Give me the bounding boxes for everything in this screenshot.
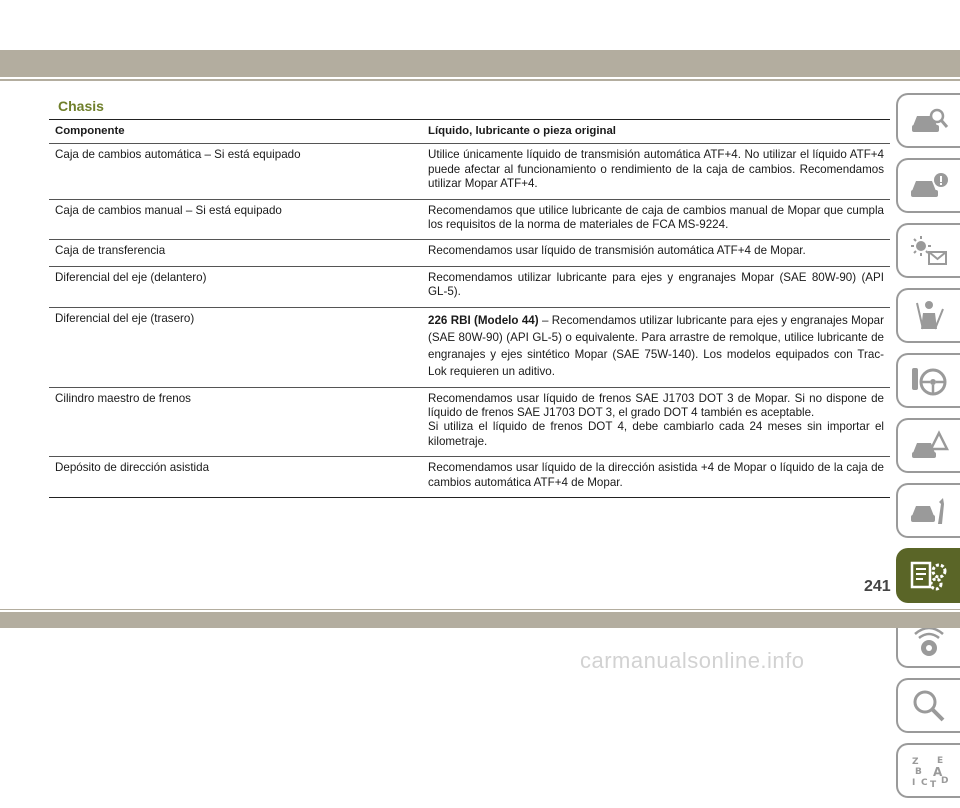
table-row	[49, 199, 890, 240]
component-cell: Cilindro maestro de frenos	[49, 387, 422, 457]
warning-lights-icon	[909, 234, 949, 268]
table-row	[49, 266, 890, 307]
column-header-fluid: Líquido, lubricante o pieza original	[422, 120, 890, 144]
component-cell: Depósito de dirección asistida	[49, 457, 422, 498]
steering-wheel-icon	[909, 364, 949, 398]
tab-safety[interactable]	[896, 288, 960, 343]
watermark: carmanualsonline.info	[580, 648, 805, 673]
fluid-cell	[422, 387, 890, 457]
table-row	[49, 144, 890, 199]
component-cell: Caja de cambios manual – Si está equipado	[49, 199, 422, 240]
tab-warning-lights[interactable]	[896, 223, 960, 278]
table-header-row	[49, 120, 890, 144]
magnifier-icon	[909, 689, 949, 723]
fluid-cell: Recomendamos utilizar lubricante para ejes y engranajes Mopar (SAE 80W-90) (API GL-5).	[422, 266, 890, 307]
fluid-cell	[422, 307, 890, 387]
page-number: 241	[864, 578, 891, 595]
footer-band	[0, 612, 960, 628]
fluid-cell: Utilice únicamente líquido de transmisión automática ATF+4. No utilizar el líquido ATF+4 puede afectar al funcionamiento o rendimiento de la caja de cambios. Recomendamos utilizar Mopar ATF+4.	[422, 144, 890, 199]
specifications-gears-icon	[909, 559, 949, 593]
fluid-note: Si utiliza el líquido de frenos DOT 4, debe cambiarlo cada 24 meses sin importar el kilometraje.	[428, 420, 884, 448]
index-letter: I	[912, 777, 916, 788]
footer-rule	[0, 609, 960, 610]
index-letter: B	[915, 766, 922, 777]
index-letter: E	[937, 755, 944, 766]
fluid-text: Recomendamos usar líquido de frenos SAE J1703 DOT 3 de Mopar. Si no dispone de líquido de frenos SAE J1703 DOT 3, el grado DOT 4 también es aceptable.	[428, 391, 884, 420]
index-letter: A	[933, 764, 943, 779]
index-letter: Z	[912, 756, 919, 767]
tab-search[interactable]	[896, 678, 960, 733]
safety-airbag-icon	[909, 299, 949, 333]
car-wrench-icon	[909, 494, 949, 528]
component-cell: Caja de cambios automática – Si está equipado	[49, 144, 422, 199]
table-row	[49, 307, 890, 387]
fluid-cell: Recomendamos usar líquido de la dirección asistida +4 de Mopar o líquido de la caja de cambios automática ATF+4 de Mopar.	[422, 457, 890, 498]
index-letter: T	[930, 779, 937, 788]
component-cell: Diferencial del eje (trasero)	[49, 307, 422, 387]
column-header-component: Componente	[49, 120, 422, 144]
table-row	[49, 457, 890, 498]
component-cell: Diferencial del eje (delantero)	[49, 266, 422, 307]
tab-specifications[interactable]	[896, 548, 960, 603]
car-info-icon	[909, 169, 949, 203]
model-label: 226 RBI (Modelo 44)	[428, 313, 539, 327]
fluid-cell: Recomendamos que utilice lubricante de caja de cambios manual de Mopar que cumpla los requisitos de la norma de materiales de FCA MS-9224.	[422, 199, 890, 240]
index-letter: D	[941, 775, 949, 786]
fluid-cell: Recomendamos usar líquido de transmisión automática ATF+4 de Mopar.	[422, 240, 890, 266]
index-letters-icon	[909, 754, 949, 788]
header-band	[0, 50, 960, 77]
index-letter: C	[921, 777, 928, 788]
section-title: Chasis	[58, 98, 104, 114]
emergency-triangle-icon	[909, 429, 949, 463]
chapter-tabs	[896, 93, 960, 808]
tab-emergency[interactable]	[896, 418, 960, 473]
chassis-fluids-table	[49, 119, 890, 498]
component-cell: Caja de transferencia	[49, 240, 422, 266]
header-rule	[0, 79, 960, 81]
multimedia-icon	[909, 624, 949, 658]
tab-steering[interactable]	[896, 353, 960, 408]
tab-index[interactable]	[896, 743, 960, 798]
table-row	[49, 240, 890, 266]
tab-maintenance[interactable]	[896, 483, 960, 538]
fluid-text: – Recomendamos utilizar lubricante para ejes y engranajes Mopar (SAE 80W-90) (API GL-5) o equivalente. Para arrastre de remolque, utilice lubricante de engranajes y ejes sintético Mopar (SAE 75W-140). Los modelos equipados con Trac-Lok requieren un aditivo.	[428, 313, 884, 378]
tab-car-info[interactable]	[896, 158, 960, 213]
car-search-icon	[909, 104, 949, 138]
tab-car-search[interactable]	[896, 93, 960, 148]
table-row	[49, 387, 890, 457]
